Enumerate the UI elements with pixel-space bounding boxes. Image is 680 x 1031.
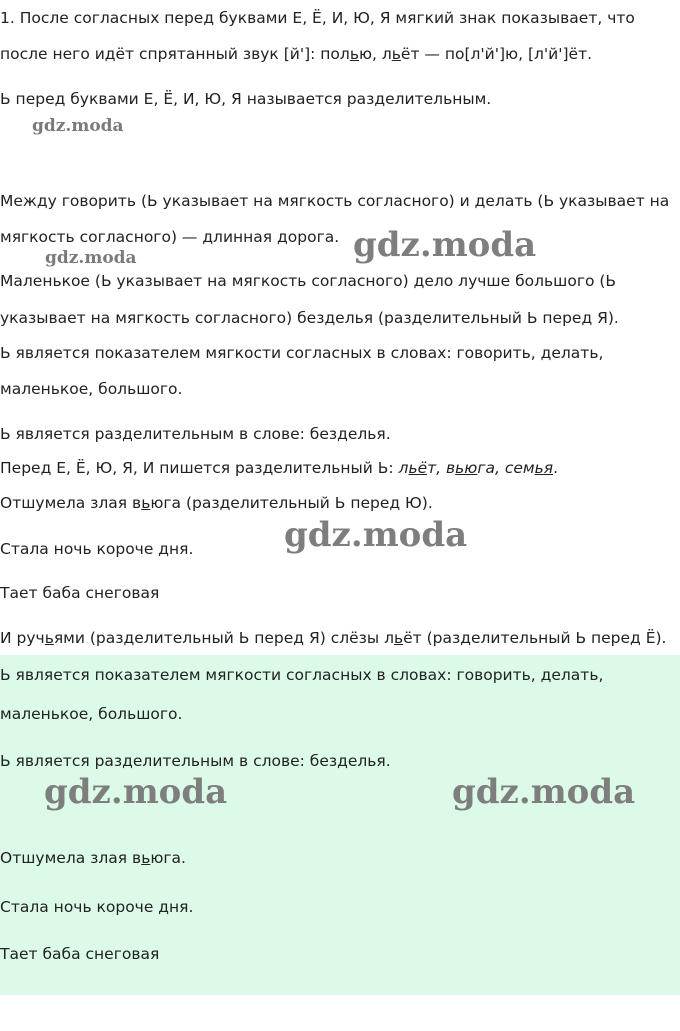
proverb-1-line-1: Между говорить (Ь указывает на мягкость согласного) и делать (Ь указывает на	[0, 192, 670, 210]
green-poem-line-2: Стала ночь короче дня.	[0, 898, 194, 916]
rule-paragraph-line-1: 1. После согласных перед буквами Е, Ё, И, Ю, Я мягкий знак показывает, что	[0, 9, 635, 27]
softness-conclusion-line-1: Ь является показателем мягкости согласных в словах: говорить, делать,	[0, 344, 604, 362]
poem-line-2: Стала ночь короче дня.	[0, 540, 194, 558]
watermark-logo: gdz.moda	[452, 772, 636, 812]
proverb-2-line-1: Маленькое (Ь указывает на мягкость согласного) дело лучше большого (Ь	[0, 272, 617, 290]
green-poem-line-3: Тает баба снеговая	[0, 945, 160, 963]
green-softness-line-1: Ь является показателем мягкости согласных в словах: говорить, делать,	[0, 666, 604, 684]
rule-paragraph-line-2: после него идёт спрятанный звук [й']: полью, льёт — по[л'й']ю, [л'й']ёт.	[0, 45, 593, 63]
rule-separating-sign: Ь перед буквами Е, Ё, И, Ю, Я называется разделительным.	[0, 90, 492, 108]
watermark-logo: gdz.moda	[32, 116, 124, 136]
softness-conclusion-line-2: маленькое, большого.	[0, 380, 183, 398]
watermark-logo: gdz.moda	[353, 225, 537, 265]
poem-line-3: Тает баба снеговая	[0, 584, 160, 602]
green-softness-line-2: маленькое, большого.	[0, 705, 183, 723]
watermark-logo: gdz.moda	[45, 248, 137, 268]
poem-line-4-annotated: И ручьями (разделительный Ь перед Я) слёзы льёт (разделительный Ь перед Ё).	[0, 629, 667, 647]
green-separating-line: Ь является разделительным в слове: безделья.	[0, 752, 391, 770]
poem-line-1-annotated: Отшумела злая вьюга (разделительный Ь перед Ю).	[0, 494, 433, 512]
watermark-logo: gdz.moda	[44, 772, 228, 812]
separating-conclusion: Ь является разделительным в слове: безделья.	[0, 425, 391, 443]
watermark-logo: gdz.moda	[284, 515, 468, 555]
green-poem-line-1: Отшумела злая вьюга.	[0, 849, 186, 867]
proverb-2-line-2: указывает на мягкость согласного) безделья (разделительный Ь перед Я).	[0, 309, 619, 327]
separating-examples: Перед Е, Ё, Ю, Я, И пишется разделительный Ь: льёт, вьюга, семья.	[0, 459, 559, 477]
proverb-1-line-2: мягкость согласного) — длинная дорога.	[0, 228, 340, 246]
